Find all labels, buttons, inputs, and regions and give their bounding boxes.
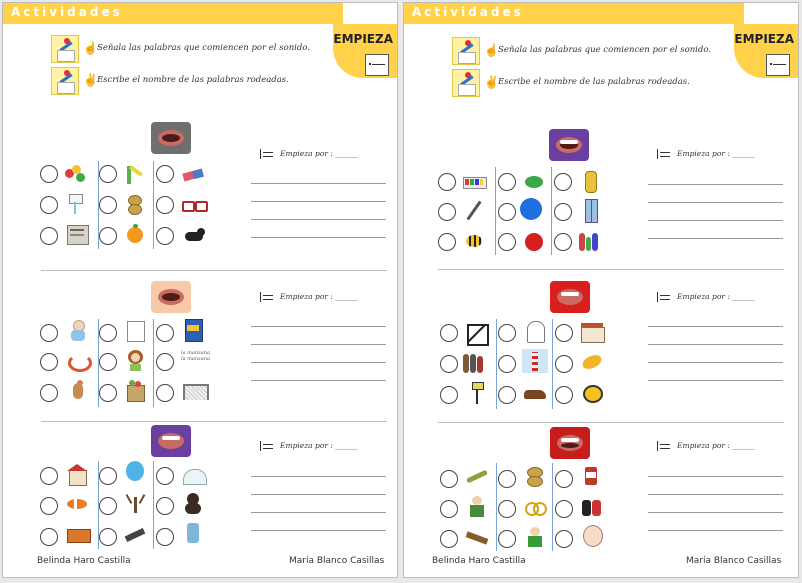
instruction-2 (452, 69, 752, 97)
answer-circle[interactable] (99, 467, 117, 485)
write-line[interactable] (251, 183, 386, 184)
write-instruction-icon (452, 69, 480, 97)
write-line[interactable] (251, 201, 386, 202)
girl-icon (123, 349, 149, 371)
write-line[interactable] (648, 494, 783, 495)
writing-lines-icon (657, 292, 672, 302)
mouth-sound-image (550, 281, 590, 313)
cat-icon (181, 223, 207, 245)
answer-circle[interactable] (40, 227, 58, 245)
column-divider (495, 167, 496, 255)
answer-circle[interactable] (498, 203, 516, 221)
corn-icon (579, 350, 605, 372)
answer-circle[interactable] (99, 353, 117, 371)
answer-circle[interactable] (40, 196, 58, 214)
lighthouse-icon (522, 349, 548, 371)
footer-author-right: María Blanco Casillas (686, 556, 782, 566)
write-line[interactable] (648, 184, 783, 185)
answer-circle[interactable] (99, 528, 117, 546)
corner-label: EMPIEZA (734, 32, 794, 46)
elf-icon (522, 524, 548, 546)
header-title: Actividades (412, 5, 524, 19)
answer-circle[interactable] (554, 173, 572, 191)
answer-circle[interactable] (498, 173, 516, 191)
hand-two-icon: ✌ (484, 75, 499, 89)
answer-circle[interactable] (498, 324, 516, 342)
answer-circle[interactable] (440, 500, 458, 518)
write-instruction-icon (51, 67, 79, 95)
column-divider (98, 461, 99, 549)
column-divider (153, 461, 154, 549)
book-icon (65, 523, 91, 545)
blue-circle-icon (518, 197, 544, 219)
newspaper-icon (65, 223, 91, 245)
write-line[interactable] (648, 202, 783, 203)
answer-circle[interactable] (156, 497, 174, 515)
answer-circle[interactable] (156, 353, 174, 371)
cereal-box-icon (181, 318, 207, 340)
write-line[interactable] (251, 530, 386, 531)
mouth-sound-image (151, 122, 191, 154)
write-line[interactable] (251, 380, 386, 381)
basketball-hoop-icon (63, 193, 89, 215)
write-line[interactable] (648, 344, 783, 345)
orange-icon (123, 223, 149, 245)
answer-circle[interactable] (156, 165, 174, 183)
write-line[interactable] (251, 326, 386, 327)
lizard-icon (464, 465, 490, 487)
answer-circle[interactable] (156, 227, 174, 245)
gumdrops-icon (63, 163, 89, 185)
corner-writing-box (766, 54, 790, 76)
coins-icon (522, 465, 548, 487)
farmer-icon (464, 495, 490, 517)
answer-circle[interactable] (555, 470, 573, 488)
flashlight-icon (123, 523, 149, 545)
write-line[interactable] (648, 476, 783, 477)
hand-two-icon: ✌ (83, 73, 98, 87)
clownfish-icon (65, 493, 91, 515)
answer-circle[interactable] (554, 233, 572, 251)
instruction-1 (452, 37, 752, 65)
answer-circle[interactable] (156, 467, 174, 485)
column-divider (153, 319, 154, 407)
answer-circle[interactable] (40, 165, 58, 183)
face-icon (579, 523, 605, 545)
answer-circle[interactable] (40, 384, 58, 402)
answer-circle[interactable] (498, 386, 516, 404)
writing-lines-icon (260, 149, 275, 159)
medicine-icon (579, 463, 605, 485)
answer-circle[interactable] (40, 353, 58, 371)
oil-bottle-icon (578, 169, 604, 191)
goal-icon (181, 381, 207, 403)
answer-circle[interactable] (40, 467, 58, 485)
answer-circle[interactable] (440, 470, 458, 488)
answer-circle[interactable] (498, 355, 516, 373)
answer-circle[interactable] (555, 355, 573, 373)
glasses-icon (181, 193, 207, 215)
mouth-sound-image (549, 129, 589, 161)
bee-icon (461, 229, 487, 251)
answer-circle[interactable] (440, 530, 458, 548)
write-line[interactable] (648, 380, 783, 381)
answer-circle[interactable] (555, 530, 573, 548)
write-line[interactable] (251, 476, 386, 477)
answer-circle[interactable] (438, 233, 456, 251)
answer-circle[interactable] (498, 500, 516, 518)
spotlight-icon (579, 381, 605, 403)
empieza-label: Empieza por : ______ (280, 441, 358, 450)
column-divider (552, 319, 553, 409)
answer-circle[interactable] (40, 528, 58, 546)
frog-icon (521, 170, 547, 192)
thread-spool-icon (181, 521, 207, 543)
footer-author-right: María Blanco Casillas (289, 556, 385, 566)
corner-writing-box (365, 54, 389, 76)
baby-icon (65, 319, 91, 341)
hand-one-icon: ☝ (484, 43, 499, 57)
writing-lines-icon (657, 441, 672, 451)
footer-author-left: Belinda Haro Castilla (37, 556, 131, 566)
answer-circle[interactable] (440, 324, 458, 342)
hand-one-icon: ☝ (83, 41, 98, 55)
empieza-label: Empieza por : ______ (677, 149, 755, 158)
section-divider (438, 269, 784, 270)
ornament-icon (521, 229, 547, 251)
answer-circle[interactable] (156, 384, 174, 402)
answer-circle[interactable] (99, 196, 117, 214)
answer-circle[interactable] (440, 386, 458, 404)
write-line[interactable] (648, 362, 783, 363)
write-line[interactable] (648, 220, 783, 221)
mouth-sound-image (151, 281, 191, 313)
worksheet-page-left (2, 2, 398, 578)
instruction-text: Señala las palabras que comiencen por el sonido. (498, 45, 711, 55)
eraser-icon (181, 163, 207, 185)
empieza-label: Empieza por : ______ (677, 292, 755, 301)
writing-lines-icon (657, 149, 672, 159)
answer-circle[interactable] (40, 497, 58, 515)
answer-circle[interactable] (156, 196, 174, 214)
igloo-icon (181, 463, 207, 485)
answer-circle[interactable] (555, 324, 573, 342)
kangaroo-icon (65, 379, 91, 401)
point-instruction-icon (452, 37, 480, 65)
column-divider (496, 463, 497, 551)
answer-circle[interactable] (156, 324, 174, 342)
write-line[interactable] (251, 237, 386, 238)
balloon-icon (123, 460, 149, 482)
write-line[interactable] (251, 512, 386, 513)
header-band (3, 3, 397, 24)
rings-icon (522, 495, 548, 517)
answer-circle[interactable] (438, 173, 456, 191)
answer-circle[interactable] (99, 497, 117, 515)
no-sign-icon (464, 321, 490, 343)
answer-circle[interactable] (438, 203, 456, 221)
paper-sheet-icon (123, 319, 149, 341)
instruction-text: Escribe el nombre de las palabras rodeadas. (97, 75, 289, 85)
header-band (404, 3, 798, 24)
write-line[interactable] (648, 326, 783, 327)
ghost-icon (522, 319, 548, 341)
write-line[interactable] (251, 219, 386, 220)
instruction-text: Escribe el nombre de las palabras rodeadas. (498, 77, 690, 87)
worksheet-page-right (403, 2, 799, 578)
column-divider (551, 167, 552, 255)
section-divider (438, 422, 784, 423)
point-instruction-icon (51, 35, 79, 63)
answer-circle[interactable] (156, 528, 174, 546)
footer-author-left: Belinda Haro Castilla (432, 556, 526, 566)
answer-circle[interactable] (498, 530, 516, 548)
instruction-1 (51, 35, 351, 63)
write-line[interactable] (648, 530, 783, 531)
gloves-icon (579, 495, 605, 517)
mouth-sound-image (151, 425, 191, 457)
tree-icon (123, 491, 149, 513)
answer-circle[interactable] (498, 233, 516, 251)
family-icon (578, 229, 604, 251)
monkey-icon (181, 492, 207, 514)
write-line[interactable] (251, 494, 386, 495)
answer-circle[interactable] (99, 227, 117, 245)
answer-circle[interactable] (40, 324, 58, 342)
empieza-label: Empieza por : ______ (280, 292, 358, 301)
jeans-icon (578, 198, 604, 220)
write-line[interactable] (251, 344, 386, 345)
corner-label: EMPIEZA (333, 32, 393, 46)
building-icon (579, 320, 605, 342)
column-divider (98, 161, 99, 249)
sled-icon (464, 525, 490, 547)
handwritten-text-picture: la manzana la manzana (181, 350, 210, 362)
house-icon (65, 462, 91, 484)
instruction-2 (51, 67, 351, 95)
instruction-text: Señala las palabras que comiencen por el sonido. (97, 43, 310, 53)
answer-circle[interactable] (99, 324, 117, 342)
answer-circle[interactable] (99, 384, 117, 402)
street-lamp-icon (464, 381, 490, 403)
answer-circle[interactable] (99, 165, 117, 183)
family-group-icon (462, 350, 488, 372)
answer-circle[interactable] (498, 470, 516, 488)
pencil-icon (461, 199, 487, 221)
column-divider (153, 161, 154, 249)
section-divider (41, 421, 387, 422)
section-divider (41, 270, 387, 271)
mouth-sound-image (550, 427, 590, 459)
answer-circle[interactable] (554, 203, 572, 221)
empieza-label: Empieza por : ______ (677, 441, 755, 450)
writing-lines-icon (260, 292, 275, 302)
writing-lines-icon (260, 441, 275, 451)
header-title: Actividades (11, 5, 123, 19)
empieza-label: Empieza por : ______ (280, 149, 358, 158)
answer-circle[interactable] (555, 386, 573, 404)
write-line[interactable] (251, 362, 386, 363)
coins-icon (123, 193, 149, 215)
column-divider (496, 319, 497, 409)
paint-palette-icon (461, 171, 487, 193)
answer-circle[interactable] (440, 355, 458, 373)
shoe-icon (522, 381, 548, 403)
write-line[interactable] (648, 238, 783, 239)
column-divider (552, 463, 553, 551)
column-divider (98, 319, 99, 407)
slide-icon (123, 163, 149, 185)
write-line[interactable] (648, 512, 783, 513)
grocery-bag-icon (123, 378, 149, 400)
answer-circle[interactable] (555, 500, 573, 518)
shrimp-icon (65, 349, 91, 371)
